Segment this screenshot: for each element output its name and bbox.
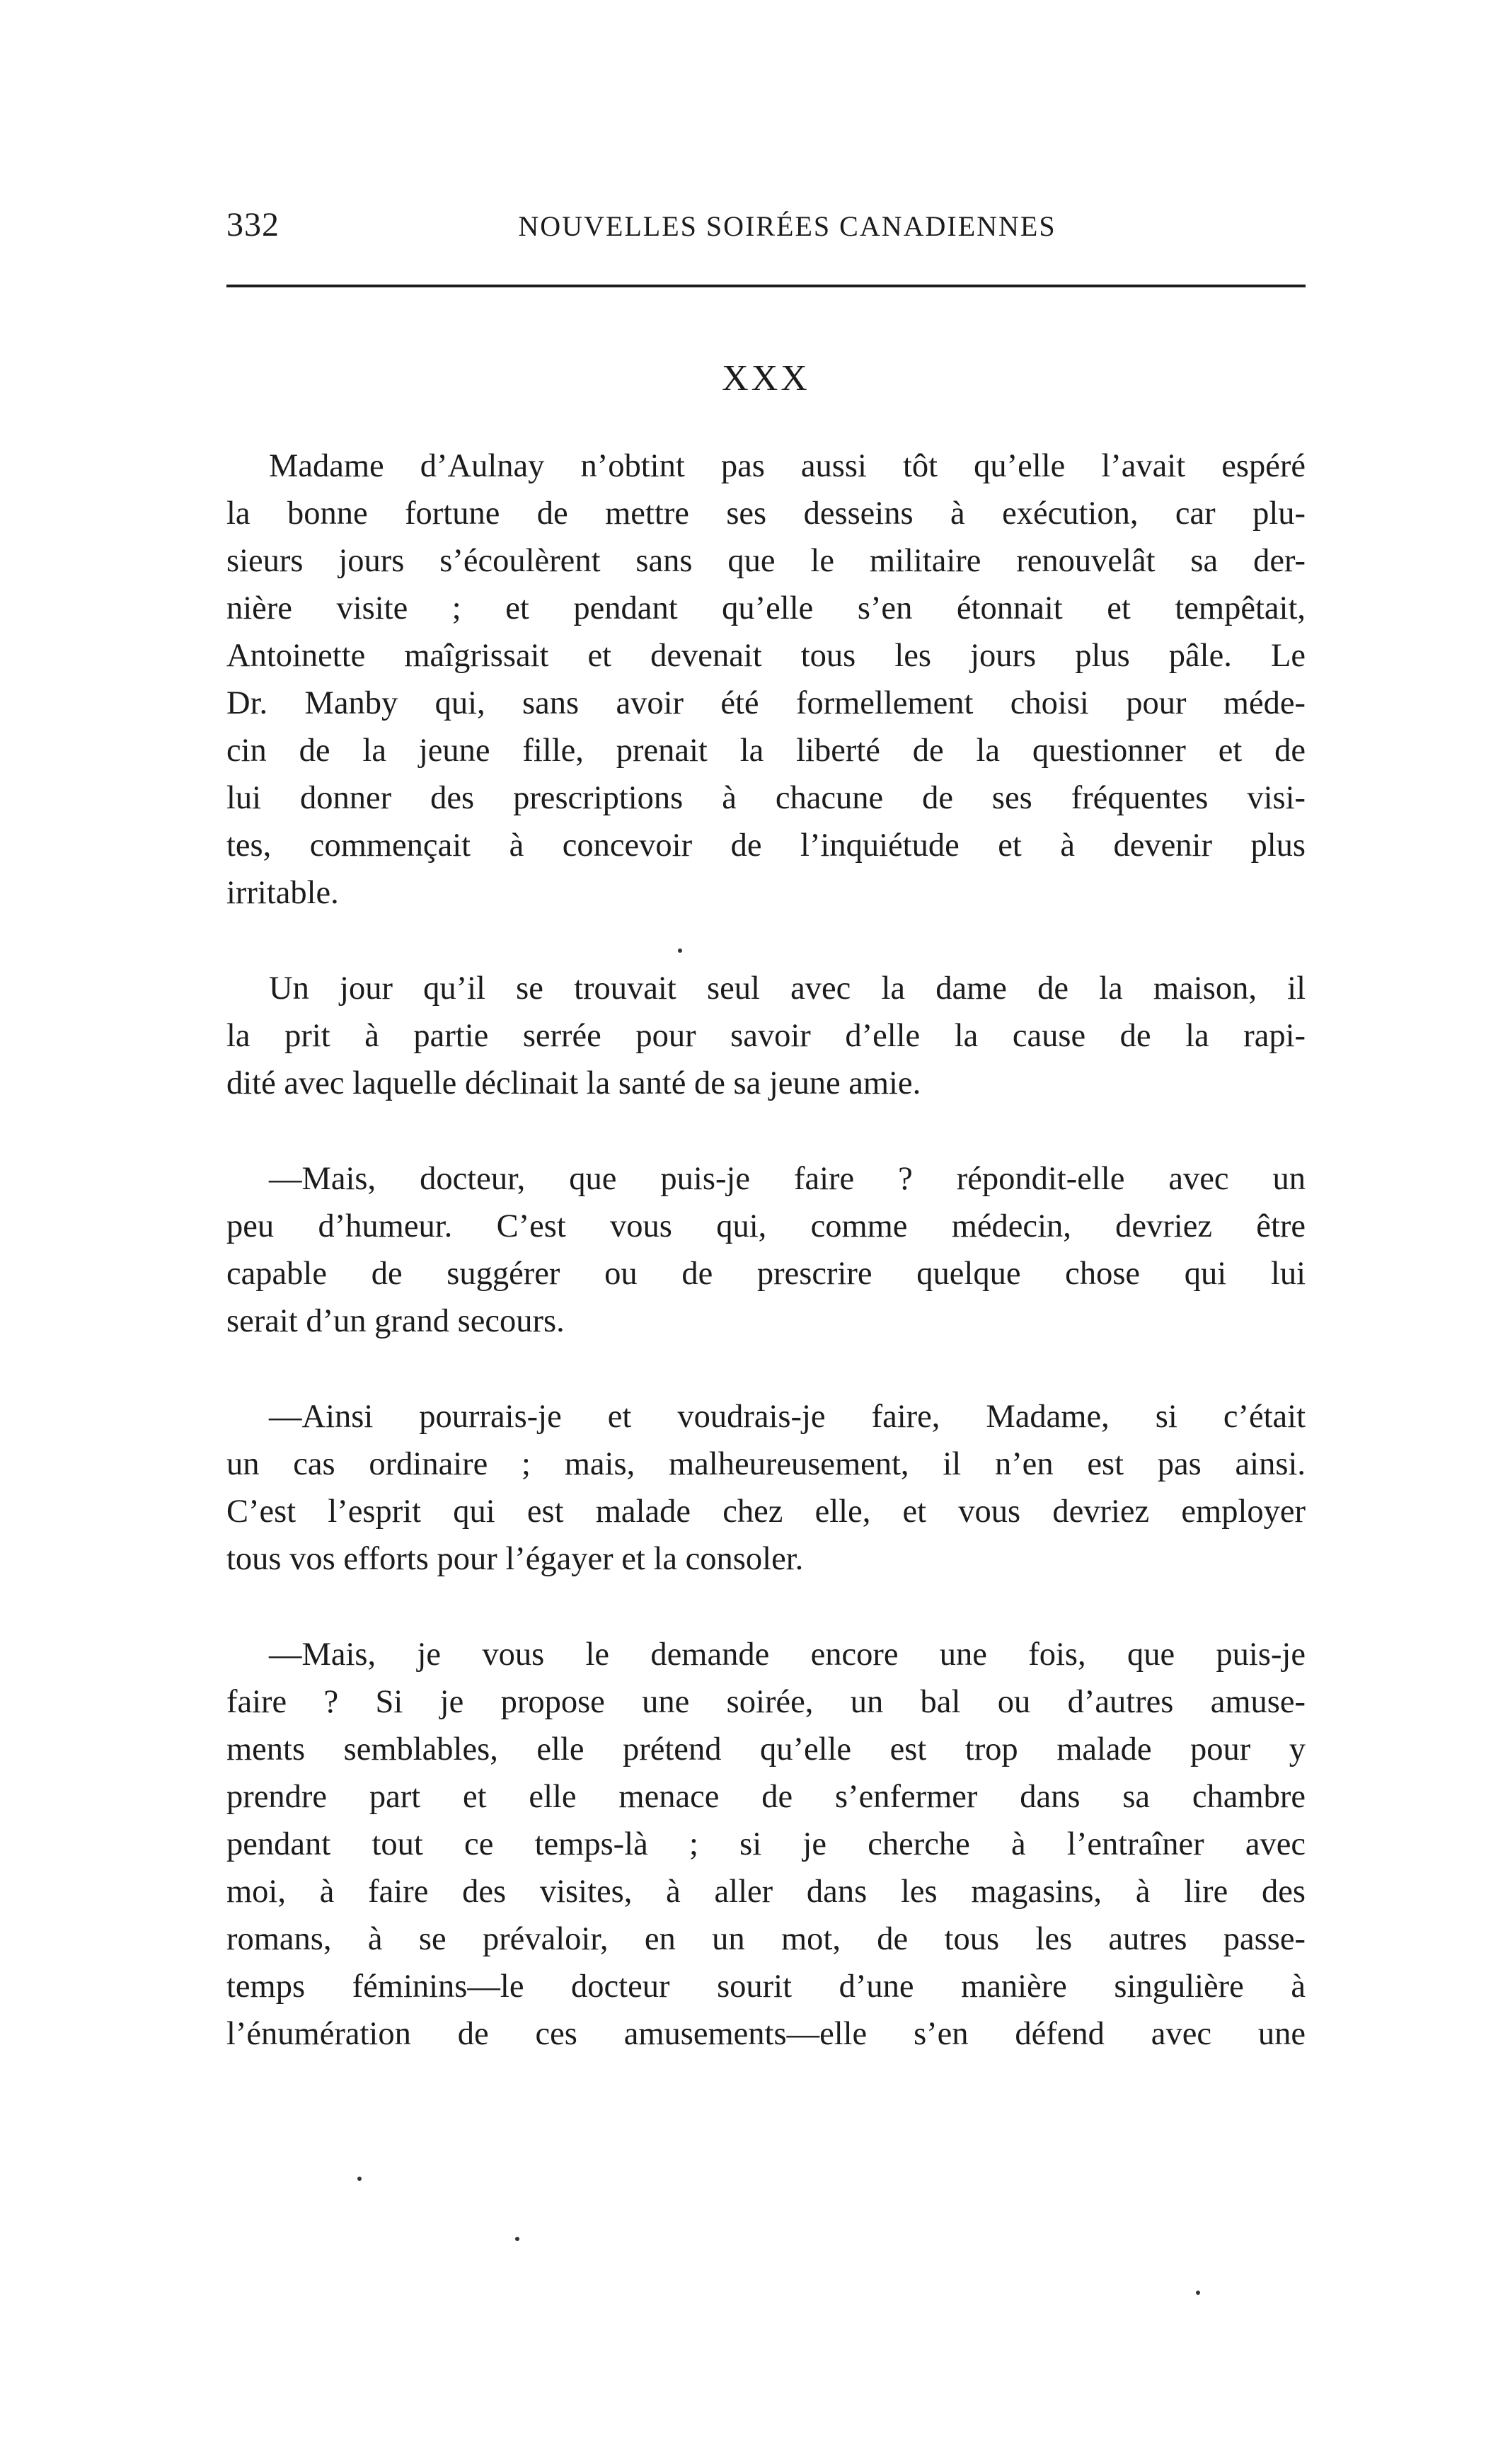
header-rule (226, 285, 1306, 287)
print-speck (678, 949, 682, 953)
text-line: —Ainsi pourrais-je et voudrais-je faire, Madame, si c’était (269, 1399, 1306, 1435)
print-speck (357, 2177, 362, 2181)
text-line: irritable. (226, 875, 339, 911)
page-number: 332 (226, 206, 280, 243)
text-line: C’est l’esprit qui est malade chez elle, et vous devriez employer (226, 1494, 1306, 1530)
text-line: capable de suggérer ou de prescrire quelque chose qui lui (226, 1256, 1306, 1292)
body-text (226, 442, 1306, 2106)
text-line: Dr. Manby qui, sans avoir été formellement choisi pour méde- (226, 685, 1306, 721)
paragraph (226, 1393, 1306, 1583)
print-speck (1196, 2291, 1200, 2295)
text-line: Madame d’Aulnay n’obtint pas aussi tôt qu’elle l’avait espéré (269, 448, 1306, 484)
text-line: la prit à partie serrée pour savoir d’elle la cause de la rapi- (226, 1018, 1306, 1054)
text-line: peu d’humeur. C’est vous qui, comme médecin, devriez être (226, 1208, 1306, 1244)
paragraph (226, 1631, 1306, 2058)
text-line: pendant tout ce temps-là ; si je cherche à l’entraîner avec (226, 1826, 1306, 1862)
text-line: serait d’un grand secours. (226, 1303, 565, 1339)
running-header (226, 205, 1306, 269)
chapter-heading: XXX (722, 358, 810, 399)
text-line: temps féminins—le docteur sourit d’une manière singulière à (226, 1969, 1306, 2005)
text-line: moi, à faire des visites, à aller dans les magasins, à lire des (226, 1874, 1306, 1910)
text-line: la bonne fortune de mettre ses desseins à exécution, car plu- (226, 495, 1306, 532)
text-line: romans, à se prévaloir, en un mot, de tous les autres passe- (226, 1921, 1306, 1957)
text-line: Un jour qu’il se trouvait seul avec la dame de la maison, il (269, 970, 1306, 1007)
text-line: l’énumération de ces amusements—elle s’en défend avec une (226, 2016, 1306, 2052)
paragraph (226, 965, 1306, 1107)
paragraph (226, 442, 1306, 917)
text-line: sieurs jours s’écoulèrent sans que le militaire renouvelât sa der- (226, 543, 1306, 579)
text-line: dité avec laquelle déclinait la santé de sa jeune amie. (226, 1065, 921, 1101)
text-line: —Mais, docteur, que puis-je faire ? répondit-elle avec un (269, 1161, 1306, 1197)
paragraph (226, 1155, 1306, 1345)
text-line: cin de la jeune fille, prenait la liberté de la questionner et de (226, 733, 1306, 769)
text-line: tes, commençait à concevoir de l’inquiétude et à devenir plus (226, 827, 1306, 864)
text-line: nière visite ; et pendant qu’elle s’en étonnait et tempêtait, (226, 590, 1306, 626)
print-speck (515, 2237, 519, 2241)
text-line: ments semblables, elle prétend qu’elle est trop malade pour y (226, 1731, 1306, 1767)
running-title: NOUVELLES SOIRÉES CANADIENNES (518, 210, 1056, 242)
text-line: un cas ordinaire ; mais, malheureusement, il n’en est pas ainsi. (226, 1446, 1306, 1482)
text-line: faire ? Si je propose une soirée, un bal ou d’autres amuse- (226, 1684, 1306, 1720)
text-line: —Mais, je vous le demande encore une fois, que puis-je (269, 1637, 1306, 1673)
text-line: Antoinette maîgrissait et devenait tous les jours plus pâle. Le (226, 638, 1306, 674)
text-line: lui donner des prescriptions à chacune de ses fréquentes visi- (226, 780, 1306, 816)
text-line: prendre part et elle menace de s’enfermer dans sa chambre (226, 1779, 1306, 1815)
text-line: tous vos efforts pour l’égayer et la consoler. (226, 1541, 804, 1577)
